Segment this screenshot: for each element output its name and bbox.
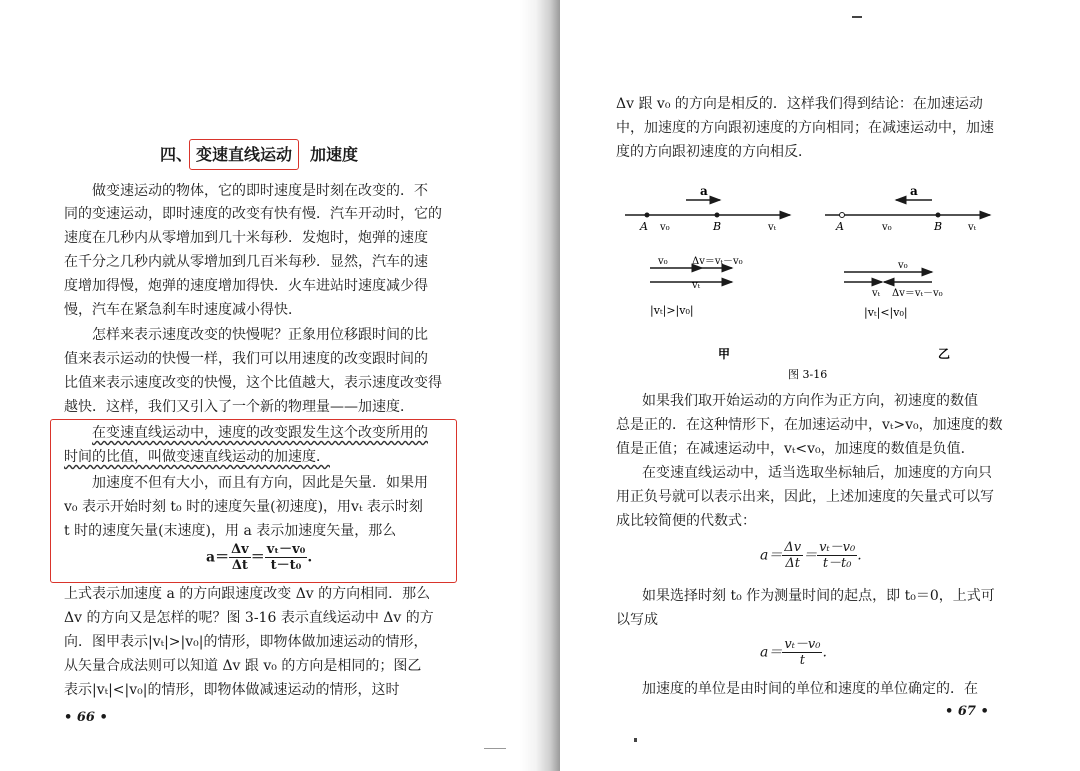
paragraph-line: 比值来表示速度改变的快慢，这个比值越大，表示速度改变得 [64,375,442,391]
paragraph-line: 总是正的．在这种情形下，在加速运动中，vₜ>v₀，加速度的数 [616,417,1003,433]
heading-suffix: 加速度 [310,145,359,164]
page-number: • 66 • [64,710,108,725]
formula-fraction: $\frac{\text{vₜ－v₀}}{\text{t－t₀}}$ [266,542,306,573]
paragraph-line: 同的变速运动，即时速度的改变有快有慢．汽车开动时，它的 [64,206,442,222]
label-jia: 甲 [718,347,731,361]
paragraph-line: 从矢量合成法则可以知道 Δv 跟 v₀ 的方向是相同的；图乙 [64,658,422,674]
delta-v-label: Δv＝vₜ－v₀ [692,256,743,267]
paragraph-line: 速度在几秒内从零增加到几十米每秒．发炮时，炮弹的速度 [64,230,428,246]
paragraph-line: 慢，汽车在紧急刹车时速度减小得快． [64,302,302,318]
paragraph-line: 度的方向跟初速度的方向相反． [616,144,812,160]
formula-fraction: $\frac{\Delta v}{\Delta t}$ [784,540,802,571]
paragraph-line: 值来表示运动的快慢一样，我们可以用速度的改变跟时间的 [64,351,428,367]
label-v0: v₀ [660,222,670,233]
paragraph-line: 用正负号就可以表示出来，因此，上述加速度的矢量式可以写 [616,489,994,505]
label-A: A [836,220,844,233]
formula-fraction: $\frac{\text{vₜ－v₀}}{t}$ [784,637,821,668]
definition-line: 在变速直线运动中，速度的改变跟发生这个改变所用的 [92,425,428,441]
point-A [645,213,650,218]
label-yi: 乙 [938,347,951,361]
scan-mark [852,16,862,18]
label-v0: v₀ [898,260,908,271]
point-B [715,213,720,218]
figure-caption: 图 3-16 [788,368,828,380]
paragraph-line: 怎样来表示速度改变的快慢呢？正象用位移跟时间的比 [92,327,428,343]
condition-label: |vₜ|>|v₀| [650,304,694,317]
delta-v-label: Δv＝vₜ－v₀ [892,288,943,299]
paragraph-line: t 时的速度矢量(末速度)，用 a 表示加速度矢量，那么 [64,523,397,539]
label-vt: vₜ [872,288,881,299]
label-a: a [700,184,708,198]
paragraph-line: 加速度不但有大小，而且有方向，因此是矢量．如果用 [92,475,428,491]
paragraph-line: 如果我们取开始运动的方向作为正方向，初速度的数值 [642,393,978,409]
point-A [840,213,845,218]
acceleration-formula: a＝ $\frac{\Delta v}{\Delta t}$ ＝ $\frac{\text{vₜ－v₀}}{\text{t－t₀}}$ . [206,542,313,573]
paragraph-line: 做变速运动的物体，它的即时速度是时刻在改变的．不 [92,183,428,199]
heading-boxed: 变速直线运动 [192,145,296,164]
algebraic-formula: a＝ $\frac{\Delta v}{\Delta t}$ ＝ $\frac{\text{vₜ－v₀}}{\text{t－t₀}}$ . [760,540,862,571]
paragraph-line: 度增加得慢，炮弹的速度增加得快．火车进站时速度减少得 [64,278,428,294]
paragraph-line: Δv 跟 v₀ 的方向是相反的．这样我们得到结论：在加速运动 [616,96,983,112]
paragraph-line: 上式表示加速度 a 的方向跟速度改变 Δv 的方向相同．那么 [64,586,431,602]
label-v0: v₀ [882,222,892,233]
paragraph-line: 在变速直线运动中，适当选取坐标轴后，加速度的方向只 [642,465,992,481]
paragraph-line: 以写成 [616,612,658,628]
label-A: A [640,220,648,233]
heading-prefix: 四、 [160,145,193,164]
paragraph-line: 值是正值；在减速运动中，vₜ<v₀，加速度的数值是负值． [616,441,975,457]
label-vt: vₜ [768,222,777,233]
page-number: • 67 • [945,704,989,719]
paragraph-line: 如果选择时刻 t₀ 作为测量时间的起点，即 t₀＝0，上式可 [642,588,995,604]
definition-line: 时间的比值，叫做变速直线运动的加速度． [64,449,330,465]
label-v0: v₀ [658,256,668,267]
formula-fraction: $\frac{\Delta v}{\Delta t}$ [231,542,249,573]
paragraph-line: 加速度的单位是由时间的单位和速度的单位确定的．在 [642,681,978,697]
paragraph-line: 中，加速度的方向跟初速度的方向相同；在减速运动中，加速 [616,120,994,136]
paragraph-line: 向．图甲表示|vₜ|>|v₀|的情形，即物体做加速运动的情形， [64,634,428,650]
formula-fraction: $\frac{\text{vₜ－v₀}}{\text{t－t₀}}$ [819,540,856,571]
label-vt: vₜ [968,222,977,233]
point-B [936,213,941,218]
figure-3-16 [620,180,1010,380]
left-page [0,0,520,771]
scan-mark [634,738,637,742]
simplified-formula: a＝ $\frac{\text{vₜ－v₀}}{t}$ . [760,637,827,668]
scan-mark [484,748,506,749]
label-vt: vₜ [692,280,701,291]
condition-label: |vₜ|<|v₀| [864,306,908,319]
paragraph-line: 成比较简便的代数式： [616,513,756,529]
paragraph-line: 在千分之几秒内就从零增加到几百米每秒．显然，汽车的速 [64,254,428,270]
paragraph-line: 越快．这样，我们又引入了一个新的物理量——加速度． [64,399,414,415]
right-page [560,0,1080,771]
paragraph-line: Δv 的方向又是怎样的呢？图 3-16 表示直线运动中 Δv 的方 [64,610,434,626]
label-B: B [934,220,943,233]
paragraph-line: v₀ 表示开始时刻 t₀ 时的速度矢量(初速度)，用vₜ 表示时刻 [64,499,423,515]
label-B: B [713,220,722,233]
label-a: a [910,184,918,198]
section-heading [160,142,358,165]
paragraph-line: 表示|vₜ|<|v₀|的情形，即物体做减速运动的情形，这时 [64,682,400,698]
book-gutter [520,0,560,771]
heading-highlight-box [189,139,299,170]
